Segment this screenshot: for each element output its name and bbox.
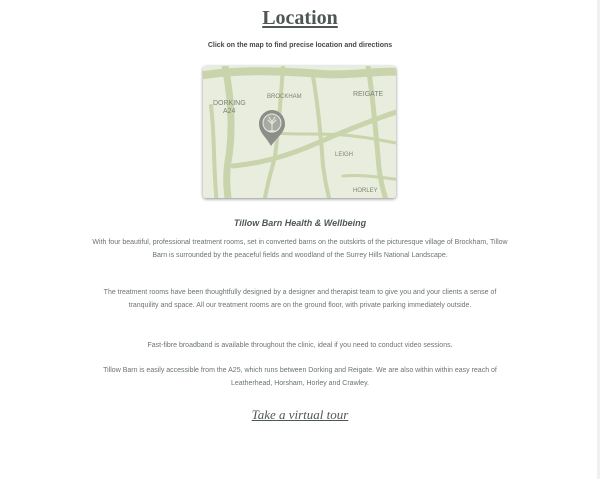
map-instruction: Click on the map to find precise location and directions	[207, 42, 393, 49]
map-label-dorking: DORKING	[213, 100, 246, 107]
map-label-a24: A24	[223, 108, 236, 115]
description-paragraph-rooms: With four beautiful, professional treatment rooms, set in converted barns on the outskirts of the picturesque village of Brockham, Tillow Barn is surrounded by the peaceful fields and woodland of the Surrey Hills National Landscape.	[92, 239, 508, 259]
location-map[interactable]	[203, 66, 396, 198]
virtual-tour-link[interactable]: Take a virtual tour	[251, 407, 349, 422]
map-label-leigh: LEIGH	[335, 152, 354, 158]
page-title: Location	[262, 7, 338, 29]
description-paragraph-broadband: Fast-fibre broadband is available throughout the clinic, ideal if you need to conduct video sessions.	[147, 342, 453, 349]
map-label-reigate: REIGATE	[353, 91, 384, 98]
description-paragraph-design: The treatment rooms have been thoughtfully designed by a designer and therapist team to give you and your clients a sense of tranquility and space. All our treatment rooms are on the ground floor, with private parking immediately outside.	[103, 289, 497, 309]
description-paragraph-access: Tillow Barn is easily accessible from the A25, which runs between Dorking and Reigate. We are also within within easy reach of Leatherhead, Horsham, Horley and Crawley.	[103, 367, 497, 387]
map-label-brockham: BROCKHAM	[267, 94, 302, 100]
map-label-horley: HORLEY	[353, 188, 378, 194]
clinic-name: Tillow Barn Health & Wellbeing	[233, 218, 367, 228]
map-graphic[interactable]	[203, 66, 396, 198]
